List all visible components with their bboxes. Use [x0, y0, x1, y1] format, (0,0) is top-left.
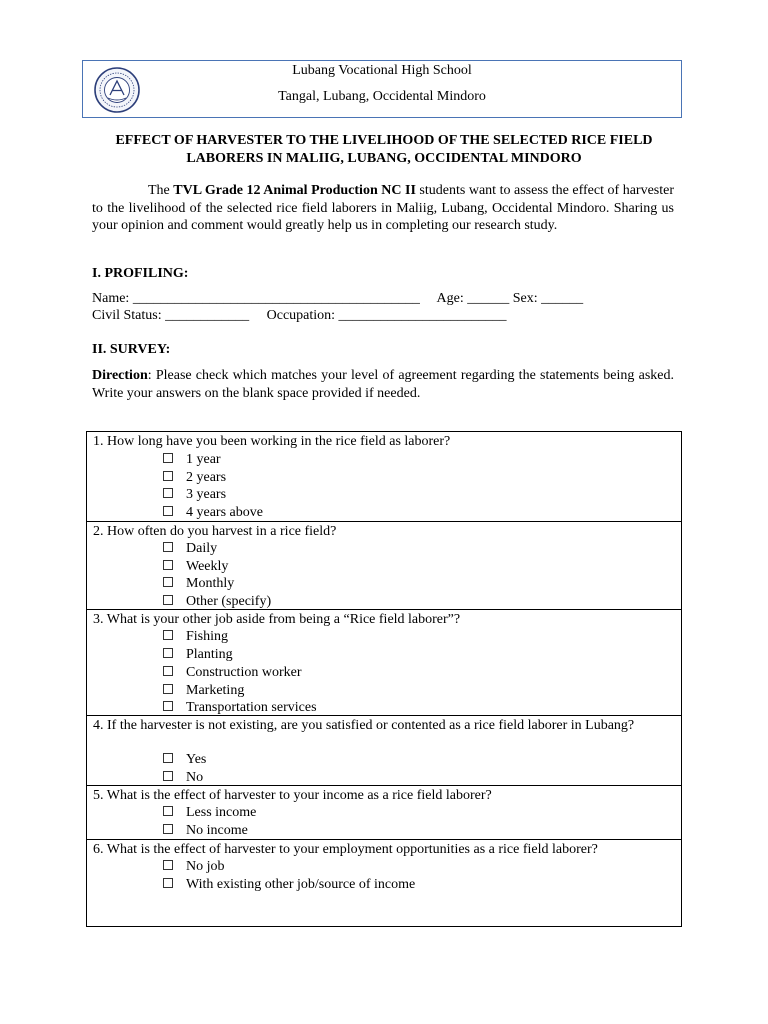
checkbox-icon[interactable] [163, 824, 173, 834]
option-label: Transportation services [186, 700, 317, 715]
option-checkbox[interactable] [163, 858, 225, 876]
option-label: Marketing [186, 683, 245, 698]
option-label: 1 year [186, 452, 221, 467]
option-label: Daily [186, 541, 218, 556]
checkbox-icon[interactable] [163, 471, 173, 481]
school-address: Tangal, Lubang, Occidental Mindoro [278, 89, 486, 104]
question-cell-3 [87, 610, 681, 716]
checkbox-icon[interactable] [163, 701, 173, 711]
intro-program: TVL Grade 12 Animal Production NC II [173, 183, 416, 198]
question-text: 6. What is the effect of harvester to your employment opportunities as a rice field laborer? [93, 842, 598, 857]
option-label: Weekly [186, 558, 229, 574]
checkbox-icon[interactable] [163, 878, 173, 888]
option-label: Monthly [186, 576, 235, 591]
option-label: Construction worker [186, 665, 302, 680]
checkbox-icon[interactable] [163, 860, 173, 870]
option-label: No income [186, 823, 248, 838]
checkbox-icon[interactable] [163, 684, 173, 694]
question-text: 2. How often do you harvest in a rice field? [93, 524, 337, 539]
question-text: 4. If the harvester is not existing, are you satisfied or contented as a rice field laborer in Lubang? [93, 718, 635, 733]
school-name: Lubang Vocational High School [292, 63, 472, 78]
option-checkbox[interactable] [163, 664, 301, 682]
option-checkbox[interactable] [163, 558, 228, 576]
option-checkbox[interactable] [163, 699, 317, 717]
option-checkbox[interactable] [163, 804, 256, 822]
profile-name-age-sex-line[interactable]: Name: _________________________________________ Age: ______ Sex: ______ [92, 291, 584, 306]
option-label: 4 years above [186, 504, 263, 520]
option-checkbox[interactable] [163, 486, 226, 504]
checkbox-icon[interactable] [163, 453, 173, 463]
checkbox-icon[interactable] [163, 648, 173, 658]
option-label: Other (specify) [186, 593, 272, 609]
option-label: Fishing [186, 629, 229, 644]
direction-text: : Please check which matches your level of agreement regarding the statements being asked. Write your answers on the blank space provided if needed. [92, 368, 674, 401]
school-seal-icon [94, 67, 140, 113]
intro-paragraph [92, 182, 674, 235]
checkbox-icon[interactable] [163, 577, 173, 587]
profiling-heading: I. PROFILING: [92, 266, 189, 281]
option-checkbox[interactable] [163, 504, 263, 522]
question-cell-5 [87, 786, 681, 840]
checkbox-icon[interactable] [163, 771, 173, 781]
question-text: 1. How long have you been working in the rice field as laborer? [93, 434, 451, 449]
question-text: 5. What is the effect of harvester to your income as a rice field laborer? [93, 788, 492, 803]
option-checkbox[interactable] [163, 451, 221, 469]
document-title: EFFECT OF HARVESTER TO THE LIVELIHOOD OF THE SELECTED RICE FIELD LABORERS IN MALIIG, LUBANG, OCCIDENTAL MINDORO [115, 133, 653, 166]
checkbox-icon[interactable] [163, 506, 173, 516]
checkbox-icon[interactable] [163, 560, 173, 570]
option-label: With existing other job/source of income [186, 877, 416, 892]
direction-label: Direction [92, 368, 148, 383]
question-cell-2 [87, 522, 681, 610]
checkbox-icon[interactable] [163, 753, 173, 763]
option-checkbox[interactable] [163, 469, 226, 487]
option-checkbox[interactable] [163, 682, 244, 700]
option-label: 2 years [186, 469, 227, 485]
intro-lead: The [148, 183, 174, 198]
question-cell-4 [87, 716, 681, 786]
checkbox-icon[interactable] [163, 630, 173, 640]
option-checkbox[interactable] [163, 751, 206, 769]
survey-heading: II. SURVEY: [92, 342, 171, 357]
option-label: 3 years [186, 487, 227, 502]
checkbox-icon[interactable] [163, 488, 173, 498]
intro-rest: students want to assess the effect of harvester to the livelihood of the selected rice field laborers in Maliig, Lubang, Occidental Mindoro. Sharing us your opinion and comment would greatly help us in completing our research study. [92, 183, 675, 233]
option-checkbox[interactable] [163, 646, 233, 664]
checkbox-icon[interactable] [163, 595, 173, 605]
option-checkbox[interactable] [163, 769, 203, 787]
option-label: No [186, 770, 204, 785]
option-checkbox[interactable] [163, 822, 248, 840]
option-label: Yes [186, 752, 207, 767]
survey-direction [92, 367, 674, 402]
option-checkbox[interactable] [163, 628, 228, 646]
profile-civil-status-occupation-line[interactable]: Civil Status: ____________ Occupation: ________________________ [92, 308, 507, 323]
option-label: No job [186, 859, 225, 874]
survey-table [86, 431, 682, 927]
option-checkbox[interactable] [163, 540, 217, 558]
checkbox-icon[interactable] [163, 666, 173, 676]
option-label: Planting [186, 647, 233, 662]
question-cell-1 [87, 432, 681, 522]
option-checkbox[interactable] [163, 593, 271, 611]
option-checkbox[interactable] [163, 575, 234, 593]
checkbox-icon[interactable] [163, 542, 173, 552]
question-cell-6 [87, 840, 681, 928]
option-label: Less income [186, 805, 257, 820]
question-text: 3. What is your other job aside from being a “Rice field laborer”? [93, 612, 461, 627]
checkbox-icon[interactable] [163, 806, 173, 816]
option-checkbox[interactable] [163, 876, 415, 894]
